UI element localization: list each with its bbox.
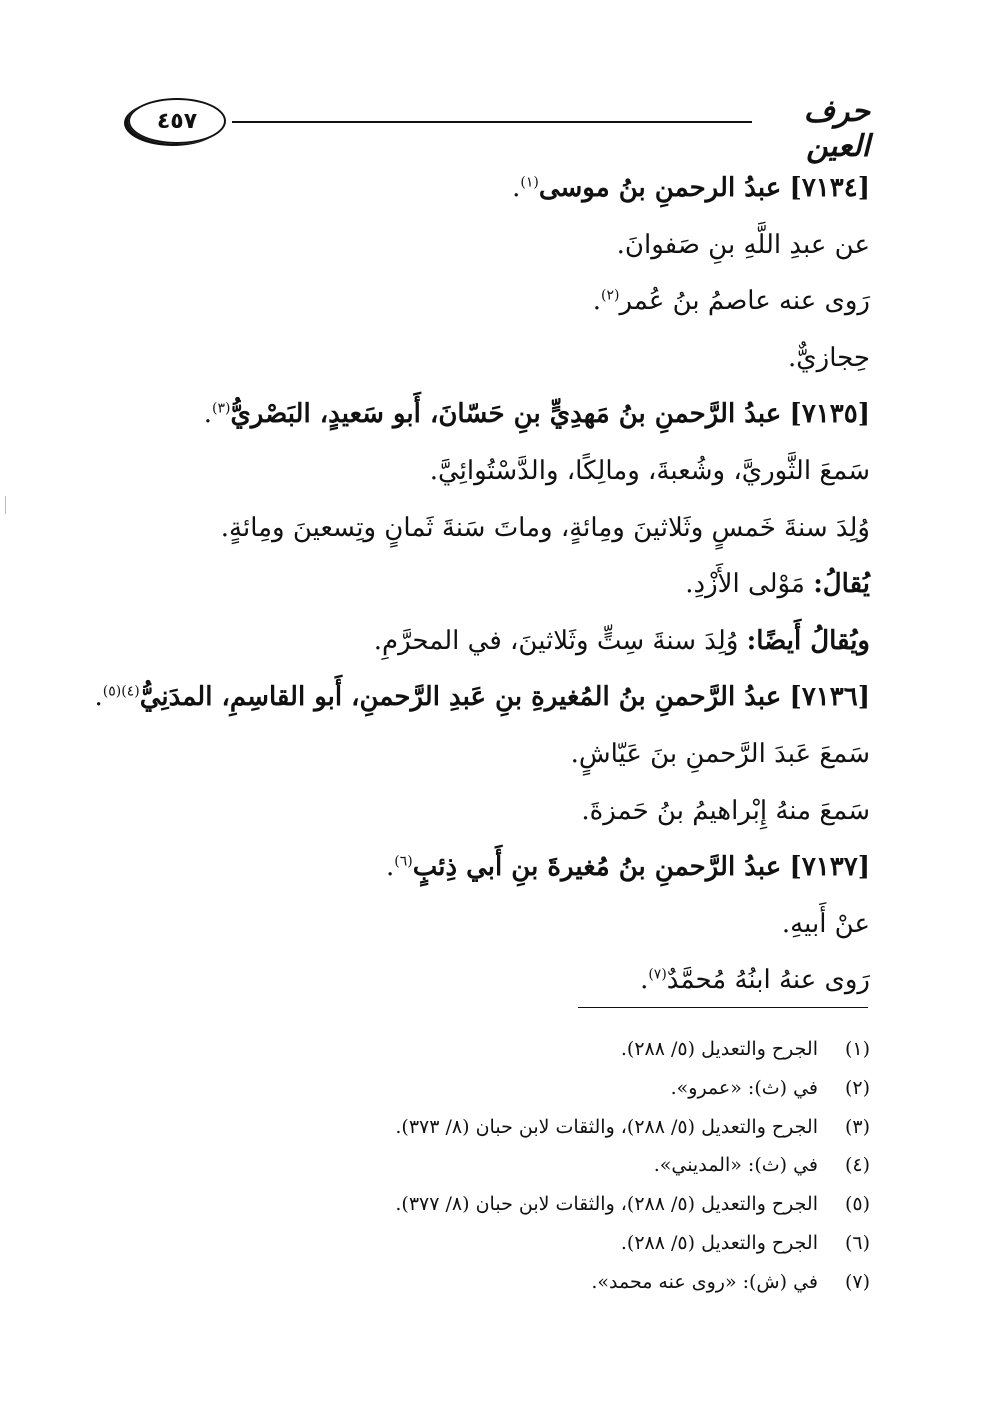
footnote-number: (٢) <box>844 1076 870 1099</box>
text-line <box>110 613 870 670</box>
footnote-number: (٣) <box>844 1115 870 1138</box>
footnote-item <box>110 1224 870 1263</box>
text-line <box>110 726 870 783</box>
line-lead: ويُقالُ أَيضًا: <box>746 625 870 656</box>
text-line <box>110 273 870 330</box>
footnote-number: (١) <box>844 1038 870 1060</box>
footnote-item <box>110 1030 870 1069</box>
line-text: سَمعَ منهُ إِبْراهيمُ بنُ حَمزةَ. <box>581 795 870 826</box>
footnote-item <box>110 1185 870 1224</box>
footnote-separator <box>578 1007 868 1008</box>
header-rule <box>232 121 752 123</box>
footnote-item <box>110 1108 870 1147</box>
footnote-number: (٤) <box>844 1154 870 1177</box>
page-number-badge <box>128 98 226 144</box>
entry-name: عبدُ الرَّحمنِ بنُ المُغيرةِ بنِ عَبدِ الرَّحمنِ، أَبو القاسِمِ، المدَنِيُّ <box>139 682 782 713</box>
line-text: رَوى عنه عاصمُ بنُ عُمر <box>619 286 870 317</box>
text-line <box>110 500 870 557</box>
entry-name: عبدُ الرَّحمنِ بنُ مَهدِيٍّ بنِ حَسّانَ، أَبو سَعيدٍ، البَصْريُّ <box>230 399 782 430</box>
line-text: عنْ أَبيهِ. <box>781 908 870 939</box>
footnote-marker[interactable]: (٣) <box>211 400 231 417</box>
footnote-marker[interactable]: (٧) <box>648 966 667 983</box>
footnote-marker[interactable]: (٢) <box>600 287 620 304</box>
footnote-text: في (ث): «المديني». <box>653 1154 818 1177</box>
footnote-item <box>110 1069 870 1108</box>
line-end: . <box>592 286 601 317</box>
line-end: . <box>203 399 212 430</box>
footnote-item <box>110 1263 870 1302</box>
footnote-marker[interactable]: (٦) <box>394 853 413 870</box>
line-text: وُلِدَ سنةَ سِتٍّ وثَلاثينَ، في المحرَّمِ. <box>373 625 747 656</box>
footnote-text: في (ث): «عمرو». <box>670 1076 818 1099</box>
footnote-marker[interactable]: (١) <box>520 174 539 191</box>
entry-heading <box>110 386 870 443</box>
footnote-text: الجرح والتعديل (٥/ ٢٨٨). <box>620 1231 818 1254</box>
entry-heading <box>94 669 870 726</box>
footnote-text: الجرح والتعديل (٥/ ٢٨٨). <box>620 1038 818 1060</box>
entry-heading <box>110 160 870 217</box>
footnote-text: الجرح والتعديل (٥/ ٢٨٨)، والثقات لابن حبان (٨/ ٣٧٧). <box>395 1193 818 1216</box>
text-line <box>110 443 870 500</box>
line-text: سَمعَ الثَّوريَّ، وشُعبةَ، ومالِكًا، والدَّسْتُوائِيَّ. <box>429 455 870 486</box>
entry-number: [٧١٣٤] <box>789 173 870 203</box>
entry-name: عبدُ الرَّحمنِ بنُ مُغيرةَ بنِ أَبي ذِئبٍ <box>412 852 782 883</box>
footnote-number: (٦) <box>844 1231 870 1254</box>
footnote-text: في (ش): «روى عنه محمد». <box>591 1270 818 1293</box>
text-line <box>110 783 870 840</box>
line-end: . <box>94 682 103 713</box>
page-header <box>128 92 870 164</box>
entry-number: [٧١٣٦] <box>789 682 870 713</box>
entry-number: [٧١٣٥] <box>789 399 870 430</box>
entry-number: [٧١٣٧] <box>789 852 870 883</box>
line-text: سَمعَ عَبدَ الرَّحمنِ بنَ عَيّاشٍ. <box>570 738 870 769</box>
line-end: . <box>512 173 521 203</box>
footnotes <box>110 1030 870 1302</box>
line-text: وُلِدَ سنةَ خَمسٍ وثَلاثينَ ومِائةٍ، وماتَ سَنةَ ثَمانٍ وتِسعينَ ومِائةٍ. <box>220 512 870 543</box>
line-text: عن عبدِ اللَّهِ بنِ صَفوانَ. <box>616 229 870 260</box>
text-line <box>110 952 870 1009</box>
text-line <box>110 217 870 274</box>
chapter-title: حرف العين <box>803 94 870 164</box>
line-text: مَوْلى الأَزْدِ. <box>685 569 814 600</box>
footnote-text: الجرح والتعديل (٥/ ٢٨٨)، والثقات لابن حبان (٨/ ٣٧٣). <box>395 1115 818 1138</box>
entry-heading <box>110 839 870 896</box>
line-end: . <box>640 965 649 996</box>
footnote-item <box>110 1146 870 1185</box>
line-text: حِجازيٌّ. <box>788 342 870 373</box>
footnote-number: (٧) <box>844 1270 870 1293</box>
line-text: رَوى عنهُ ابنُهُ مُحمَّدٌ <box>666 965 870 996</box>
text-line <box>110 330 870 387</box>
main-text <box>94 160 870 1009</box>
margin-mark <box>5 496 6 514</box>
line-lead: يُقالُ: <box>813 569 870 600</box>
footnote-number: (٥) <box>844 1193 870 1216</box>
line-end: . <box>385 852 395 883</box>
text-line <box>110 896 870 953</box>
page-number: ٤٥٧ <box>156 108 198 134</box>
footnote-marker[interactable]: (٤)(٥) <box>102 683 140 700</box>
text-line <box>110 556 870 613</box>
entry-name: عبدُ الرحمنِ بنُ موسى <box>538 173 782 203</box>
